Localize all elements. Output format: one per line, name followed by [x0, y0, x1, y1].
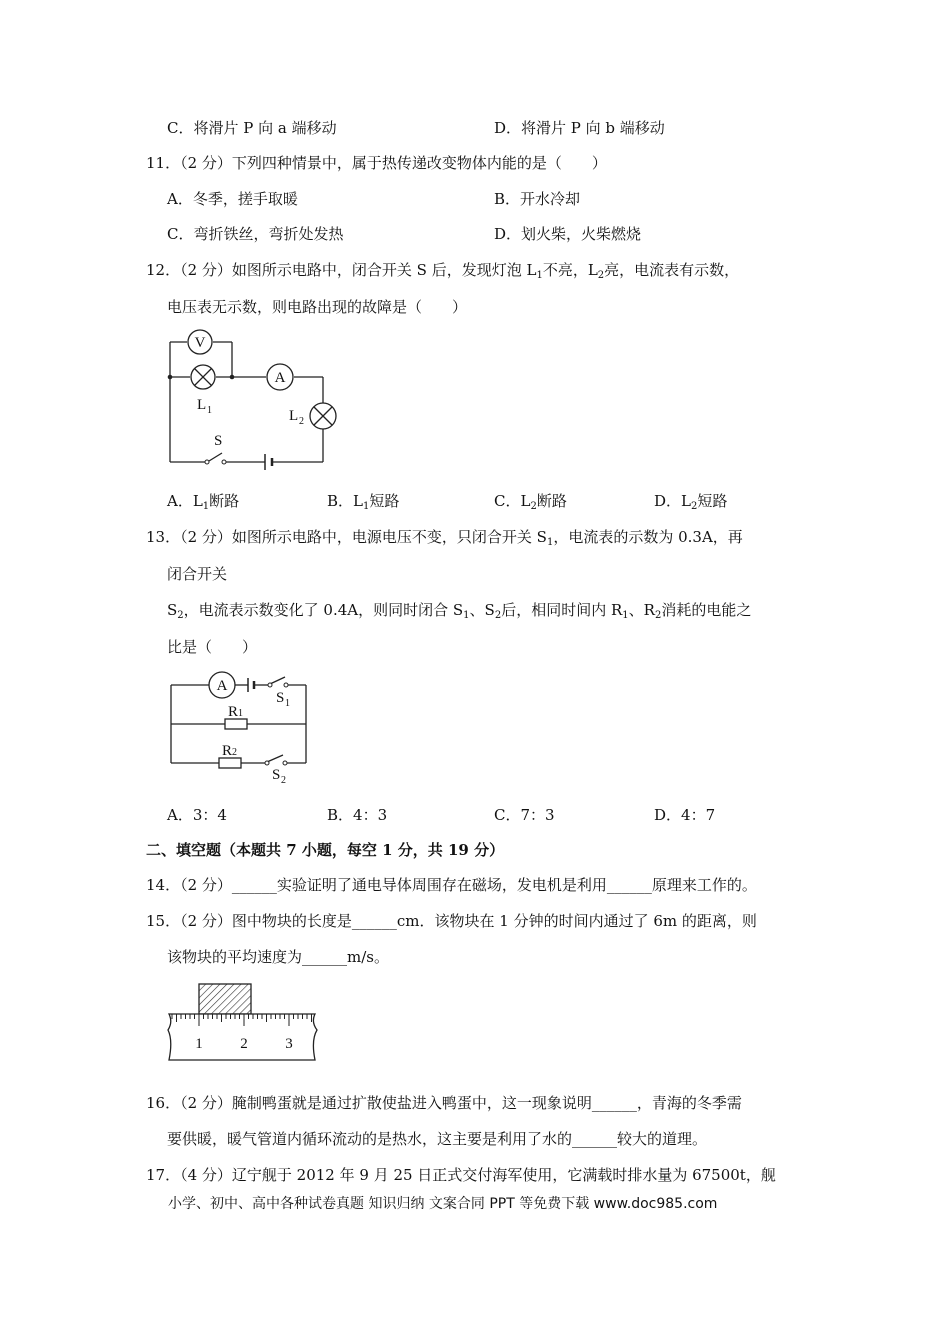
- q17-stem-line1: 17．（4 分）辽宁舰于 2012 年 9 月 25 日正式交付海军使用，它满载时排水量为 67500t，舰: [146, 1166, 776, 1184]
- q13-stem-line3: $S_2$，电流表示数变化了 0.4A，则同时闭合 $S_1$、$S_2$后，相同时间内 $R_1$、$R_2$消耗的电能之: [167, 601, 752, 621]
- q13-option-b: B．4：3: [327, 806, 388, 824]
- q12-stem-line2: 电压表无示数，则电路出现的故障是（ ）: [167, 298, 468, 316]
- q13-option-a: A．3：4: [167, 806, 227, 824]
- q13-stem-line1: 13．（2 分）如图所示电路中，电源电压不变，只闭合开关 $S_1$，电流表的示数为 0.3A，再: [146, 528, 743, 548]
- q12-circuit-diagram: [165, 330, 335, 470]
- voltmeter-label: V: [194, 335, 206, 351]
- r1-sub: 1: [238, 708, 243, 719]
- q11-option-c: C．弯折铁丝，弯折处发热: [167, 225, 344, 243]
- q12-option-c: C．$L_2$断路: [494, 492, 567, 512]
- q11-stem: 11．（2 分）下列四种情景中，属于热传递改变物体内能的是（ ）: [146, 154, 607, 172]
- r1-label: R: [228, 704, 239, 720]
- q12-option-a: A．$L_1$断路: [167, 492, 240, 512]
- r2-label: R: [222, 743, 233, 759]
- q16-stem-line1: 16．（2 分）腌制鸭蛋就是通过扩散使盐进入鸭蛋中，这一现象说明______，青海的冬季需: [146, 1094, 742, 1112]
- s2-label: S: [272, 767, 281, 783]
- r2-sub: 2: [232, 747, 237, 758]
- q15-ruler-diagram: [165, 982, 325, 1064]
- q13-option-c: C．7：3: [494, 806, 555, 824]
- ruler-label-1: 1: [195, 1036, 203, 1052]
- q13-stem-line4: 比是（ ）: [167, 638, 258, 656]
- q15-stem-line1: 15．（2 分）图中物块的长度是______cm．该物块在 1 分钟的时间内通过了 6m 的距离，则: [146, 912, 757, 930]
- page-footer: 小学、初中、高中各种试卷真题 知识归纳 文案合同 PPT 等免费下载 www.doc985.com: [168, 1196, 718, 1212]
- section2-title: 二、填空题（本题共 7 小题，每空 1 分，共 19 分）: [146, 841, 505, 859]
- ammeter-label: A: [274, 370, 286, 386]
- ruler-label-3: 3: [285, 1036, 293, 1052]
- q12-option-b: B．$L_1$短路: [327, 492, 400, 512]
- q13-ammeter-label: A: [216, 678, 228, 694]
- s1-sub: 1: [285, 698, 290, 709]
- q11-option-d: D．划火柴，火柴燃烧: [494, 225, 642, 243]
- q11-option-a: A．冬季，搓手取暖: [167, 190, 298, 208]
- q13-circuit-diagram: [168, 668, 313, 788]
- q16-stem-line2: 要供暖，暖气管道内循环流动的是热水，这主要是利用了水的______较大的道理。: [167, 1130, 708, 1148]
- s1-label: S: [276, 690, 285, 706]
- lamp1-sub: 1: [207, 405, 212, 416]
- q12-option-d: D．$L_2$短路: [654, 492, 728, 512]
- block: [199, 984, 251, 1014]
- q12-stem-line1: 12．（2 分）如图所示电路中，闭合开关 S 后，发现灯泡 $L_1$不亮，$L_2$亮，电流表有示数，: [146, 261, 740, 281]
- lamp2-label: L: [289, 408, 299, 424]
- lamp2-sub: 2: [299, 416, 304, 427]
- lamp1-label: L: [197, 397, 207, 413]
- q10-option-c: C．将滑片 P 向 a 端移动: [167, 119, 337, 137]
- q15-stem-line2: 该物块的平均速度为______m/s。: [167, 948, 389, 966]
- q11-option-b: B．开水冷却: [494, 190, 581, 208]
- q13-option-d: D．4：7: [654, 806, 716, 824]
- q14-text: 14．（2 分）______实验证明了通电导体周围存在磁场，发电机是利用______原理来工作的。: [146, 876, 757, 894]
- ruler-label-2: 2: [240, 1036, 248, 1052]
- s2-sub: 2: [281, 775, 286, 786]
- q13-stem-line2: 闭合开关: [167, 565, 228, 583]
- switch-label: S: [214, 433, 223, 449]
- q10-option-d: D．将滑片 P 向 b 端移动: [494, 119, 665, 137]
